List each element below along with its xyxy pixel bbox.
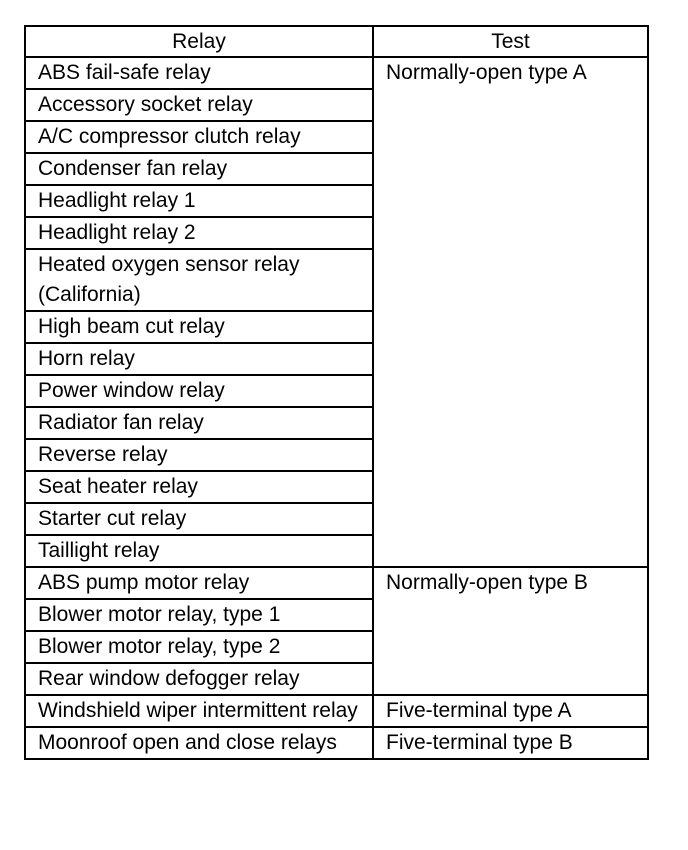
relay-cell: Radiator fan relay <box>25 407 373 439</box>
relay-cell: Reverse relay <box>25 439 373 471</box>
table-row <box>25 567 648 599</box>
relay-cell: Accessory socket relay <box>25 89 373 121</box>
header-relay: Relay <box>25 26 373 57</box>
relay-cell: Moonroof open and close relays <box>25 727 373 759</box>
table-row <box>25 57 648 89</box>
relay-cell: Headlight relay 1 <box>25 185 373 217</box>
table-row <box>25 727 648 759</box>
test-cell: Five-terminal type B <box>373 727 648 759</box>
relay-cell: Windshield wiper intermittent relay <box>25 695 373 727</box>
relay-cell: ABS fail-safe relay <box>25 57 373 89</box>
relay-cell: Heated oxygen sensor relay (California) <box>25 249 373 311</box>
relay-cell: Power window relay <box>25 375 373 407</box>
relay-cell: Taillight relay <box>25 535 373 567</box>
relay-cell: Starter cut relay <box>25 503 373 535</box>
table-header-row <box>25 26 648 57</box>
table-row <box>25 695 648 727</box>
relay-cell: Headlight relay 2 <box>25 217 373 249</box>
relay-cell: ABS pump motor relay <box>25 567 373 599</box>
relay-cell: Condenser fan relay <box>25 153 373 185</box>
relay-cell: Blower motor relay, type 2 <box>25 631 373 663</box>
relay-cell: Seat heater relay <box>25 471 373 503</box>
test-cell: Normally-open type B <box>373 567 648 695</box>
relay-cell: Blower motor relay, type 1 <box>25 599 373 631</box>
relay-cell: A/C compressor clutch relay <box>25 121 373 153</box>
header-test: Test <box>373 26 648 57</box>
relay-test-table <box>24 25 649 760</box>
test-cell: Five-terminal type A <box>373 695 648 727</box>
relay-cell: Horn relay <box>25 343 373 375</box>
relay-cell: High beam cut relay <box>25 311 373 343</box>
relay-cell: Rear window defogger relay <box>25 663 373 695</box>
table-body <box>25 57 648 759</box>
test-cell: Normally-open type A <box>373 57 648 567</box>
